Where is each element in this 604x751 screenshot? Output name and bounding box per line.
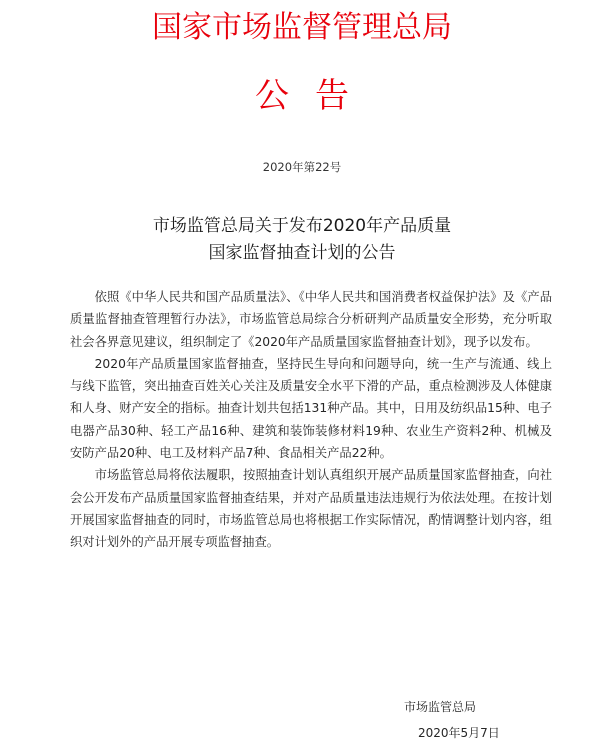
- organization-header: 国家市场监督管理总局: [152, 10, 452, 45]
- document-title-line-1: 市场监管总局关于发布2020年产品质量: [152, 216, 452, 236]
- document-title-line-2: 国家监督抽查计划的公告: [208, 243, 396, 263]
- document-number: 2020年第22号: [262, 160, 342, 174]
- signature-date: 2020年5月7日: [418, 726, 500, 740]
- signature-block: [404, 694, 544, 746]
- notice-title: 公告: [255, 76, 375, 116]
- document-title: [0, 213, 604, 267]
- body-paragraph-3: 市场监管总局将依法履职，按照抽查计划认真组织开展产品质量国家监督抽查，向社会公开发布产品质量国家监督抽查结果，并对产品质量违法违规行为依法处理。在按计划开展国家监督抽查的同时，市场监管总局也将根据工作实际情况，酌情调整计划内容，组织对计划外的产品开展专项监督抽查。: [70, 468, 552, 550]
- body-paragraph-2: 2020年产品质量国家监督抽查，坚持民生导向和问题导向，统一生产与流通、线上与线下监管，突出抽查百姓关心关注及质量安全水平下滑的产品，重点检测涉及人体健康和人身、财产安全的指标。抽查计划共包括131种产品。其中，日用及纺织品15种、电子电器产品30种、轻工产品16种、建筑和装饰装修材料19种、农业生产资料2种、机械及安防产品20种、电工及材料产品7种、食品相关产品22种。: [70, 356, 552, 461]
- document-body: [70, 286, 552, 554]
- body-paragraph-1: 依照《中华人民共和国产品质量法》、《中华人民共和国消费者权益保护法》及《产品质量监督抽查管理暂行办法》，市场监管总局综合分析研判产品质量安全形势，充分听取社会各界意见建议，组织制定了《2020年产品质量国家监督抽查计划》，现予以发布。: [70, 290, 552, 349]
- signature-organization: 市场监管总局: [404, 700, 477, 714]
